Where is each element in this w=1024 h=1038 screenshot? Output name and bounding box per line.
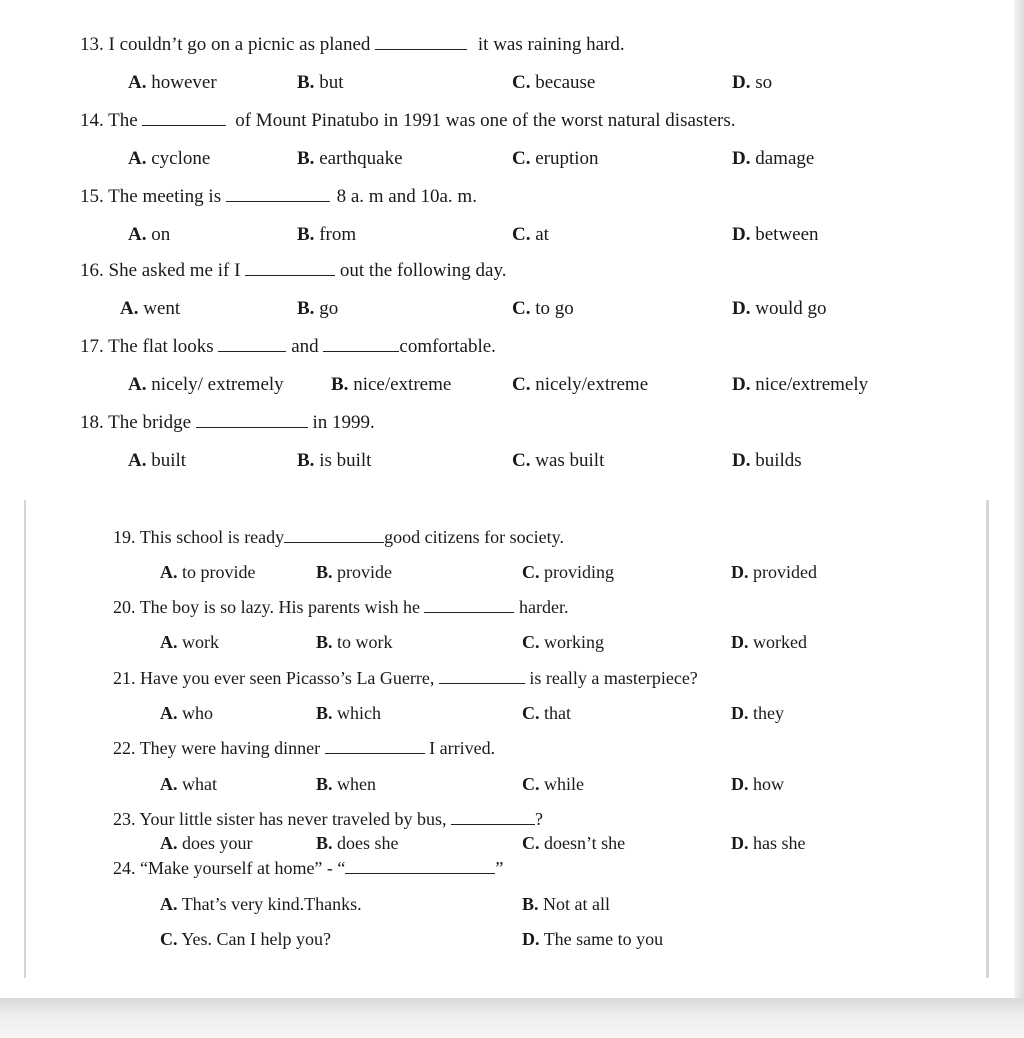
option-15-d: D. between: [732, 224, 819, 245]
question-number: 19.: [113, 527, 136, 547]
question-text: The boy is so lazy. His parents wish he: [139, 597, 420, 617]
question-16: [80, 260, 506, 282]
answer-blank: [375, 35, 467, 50]
page-bottom-band: [0, 998, 1024, 1038]
option-21-b: B. which: [316, 703, 382, 723]
option-24-a: A. That’s very kind.Thanks.: [160, 894, 362, 914]
question-number: 16.: [80, 260, 104, 281]
question-13: [80, 34, 625, 56]
option-14-c: C. eruption: [512, 148, 599, 169]
option-19-c: C. providing: [522, 562, 614, 582]
question-number: 17.: [80, 336, 104, 357]
question-17: [80, 336, 496, 358]
option-24-d: D. The same to you: [522, 929, 664, 949]
option-18-c: C. was built: [512, 450, 605, 471]
option-18-a: A. built: [128, 450, 187, 471]
option-15-c: C. at: [512, 224, 549, 245]
option-24-b: B. Not at all: [522, 894, 610, 914]
option-21-d: D. they: [731, 703, 784, 723]
question-text: The: [108, 110, 138, 131]
question-text: harder.: [518, 597, 569, 617]
option-14-b: B. earthquake: [297, 148, 403, 169]
question-text: I couldn’t go on a picnic as planed: [108, 34, 371, 55]
option-16-a: A. went: [120, 298, 181, 319]
option-14-a: A. cyclone: [128, 148, 211, 169]
option-22-c: C. while: [522, 774, 584, 794]
answer-blank: [323, 337, 399, 352]
question-18: [80, 412, 375, 434]
question-number: 18.: [80, 412, 104, 433]
question-text: it was raining hard.: [477, 34, 625, 55]
question-number: 23.: [113, 809, 136, 829]
answer-blank: [451, 810, 535, 825]
answer-blank: [226, 187, 330, 202]
answer-blank: [142, 111, 226, 126]
option-19-d: D. provided: [731, 562, 817, 582]
option-13-b: B. but: [297, 72, 344, 93]
option-18-d: D. builds: [732, 450, 802, 471]
option-24-c: C. Yes. Can I help you?: [160, 929, 332, 949]
question-text: Your little sister has never traveled by bus,: [139, 809, 447, 829]
answer-blank: [245, 261, 335, 276]
question-20: [113, 596, 568, 618]
question-text: ?: [534, 809, 543, 829]
section-frame-right: [986, 500, 989, 978]
question-number: 22.: [113, 738, 136, 758]
question-text: They were having dinner: [139, 738, 321, 758]
question-text: good citizens for society.: [384, 527, 564, 547]
question-text: 8 a. m and 10a. m.: [336, 186, 477, 207]
option-20-d: D. worked: [731, 632, 807, 652]
question-text: Have you ever seen Picasso’s La Guerre,: [140, 668, 435, 688]
answer-blank: [284, 528, 384, 543]
question-text: and: [291, 336, 319, 357]
question-text: out the following day.: [339, 260, 507, 281]
page-edge-shadow: [1014, 0, 1024, 1000]
question-number: 14.: [80, 110, 104, 131]
answer-blank: [325, 739, 425, 754]
option-17-b: B. nice/extreme: [331, 374, 452, 395]
question-text: The bridge: [108, 412, 191, 433]
option-22-a: A. what: [160, 774, 217, 794]
question-text: The flat looks: [108, 336, 214, 357]
option-21-c: C. that: [522, 703, 571, 723]
question-19: [113, 526, 564, 548]
question-text: ”: [495, 858, 504, 878]
option-17-a: A. nicely/ extremely: [128, 374, 284, 395]
section-frame-left: [24, 500, 26, 978]
answer-blank: [345, 859, 495, 874]
option-20-b: B. to work: [316, 632, 393, 652]
option-22-b: B. when: [316, 774, 377, 794]
option-19-b: B. provide: [316, 562, 392, 582]
option-23-a: A. does your: [160, 833, 253, 853]
question-number: 20.: [113, 597, 136, 617]
question-text: of Mount Pinatubo in 1991 was one of the worst natural disasters.: [235, 110, 736, 131]
option-21-a: A. who: [160, 703, 213, 723]
option-16-d: D. would go: [732, 298, 827, 319]
question-text: The meeting is: [108, 186, 222, 207]
option-14-d: D. damage: [732, 148, 815, 169]
question-15: [80, 186, 477, 208]
option-22-d: D. how: [731, 774, 784, 794]
option-16-c: C. to go: [512, 298, 574, 319]
question-22: [113, 737, 495, 759]
question-text: This school is ready: [139, 527, 285, 547]
question-number: 15.: [80, 186, 104, 207]
question-14: [80, 110, 735, 132]
question-text: is really a masterpiece?: [529, 668, 698, 688]
option-23-b: B. does she: [316, 833, 399, 853]
question-21: [113, 667, 698, 689]
option-20-c: C. working: [522, 632, 604, 652]
answer-blank: [424, 598, 514, 613]
question-number: 24.: [113, 858, 136, 878]
option-16-b: B. go: [297, 298, 339, 319]
answer-blank: [439, 669, 525, 684]
option-13-a: A. however: [128, 72, 217, 93]
answer-blank: [218, 337, 286, 352]
question-23: [113, 808, 543, 830]
question-text: comfortable.: [399, 336, 496, 357]
option-15-b: B. from: [297, 224, 357, 245]
question-24: [113, 857, 503, 879]
question-text: “Make yourself at home” - “: [140, 858, 346, 878]
option-20-a: A. work: [160, 632, 219, 652]
option-13-d: D. so: [732, 72, 773, 93]
option-23-d: D. has she: [731, 833, 806, 853]
question-number: 13.: [80, 34, 104, 55]
question-text: She asked me if I: [108, 260, 241, 281]
option-17-d: D. nice/extremely: [732, 374, 869, 395]
option-19-a: A. to provide: [160, 562, 256, 582]
option-15-a: A. on: [128, 224, 171, 245]
answer-blank: [196, 413, 308, 428]
option-23-c: C. doesn’t she: [522, 833, 626, 853]
option-13-c: C. because: [512, 72, 596, 93]
option-17-c: C. nicely/extreme: [512, 374, 649, 395]
question-number: 21.: [113, 668, 136, 688]
question-text: I arrived.: [429, 738, 496, 758]
option-18-b: B. is built: [297, 450, 372, 471]
question-text: in 1999.: [312, 412, 375, 433]
